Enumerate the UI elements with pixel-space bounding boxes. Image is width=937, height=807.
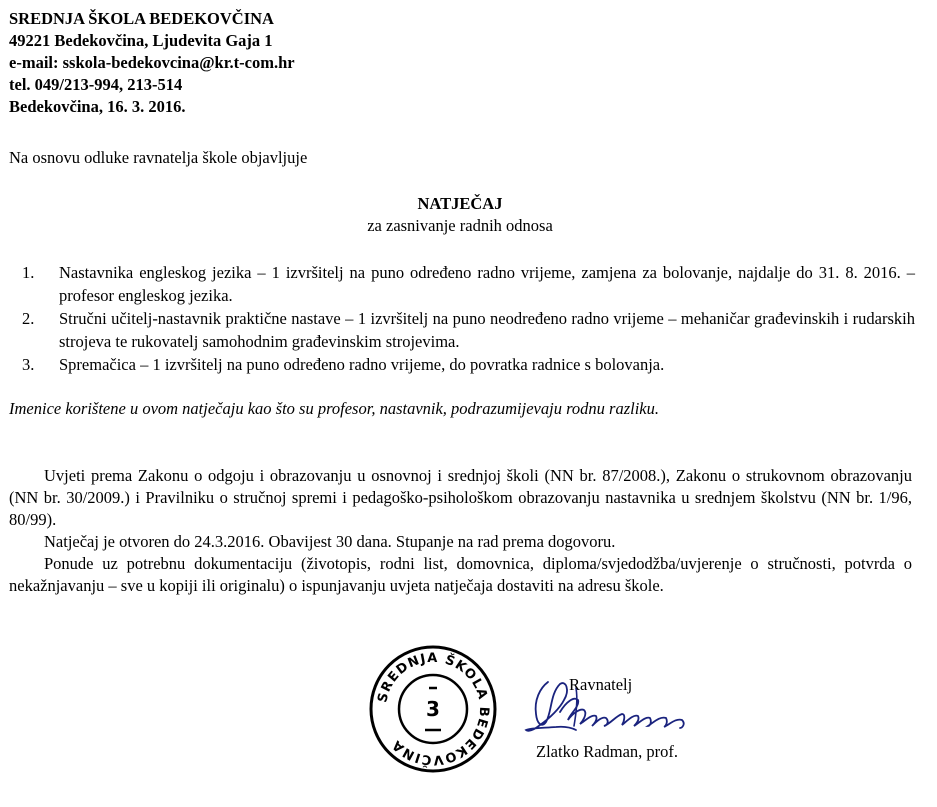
list-item	[22, 353, 915, 376]
school-email: e-mail: sskola-bedekovcina@kr.t-com.hr	[9, 53, 295, 72]
list-item-text: Nastavnika engleskog jezika – 1 izvršitelj na puno određeno radno vrijeme, zamjena za bolovanje, najdalje do 31. 8. 2016. – profesor engleskog jezika.	[59, 263, 915, 305]
place-date: Bedekovčina, 16. 3. 2016.	[9, 97, 186, 116]
stamp-ring-text: SREDNJA ŠKOLA BEDEKOVČINA	[375, 650, 492, 768]
school-name: SREDNJA ŠKOLA BEDEKOVČINA	[9, 9, 274, 28]
signatory-role: Ravnatelj	[569, 675, 633, 694]
document-subtitle: za zasnivanje radnih odnosa	[367, 216, 553, 235]
list-item	[22, 261, 915, 307]
school-address: 49221 Bedekovčina, Ljudevita Gaja 1	[9, 31, 273, 50]
list-item	[22, 307, 915, 353]
list-item-number: 2.	[22, 309, 35, 328]
intro-text: Na osnovu odluke ravnatelja škole objavljuje	[9, 148, 308, 167]
submission-paragraph: Ponude uz potrebnu dokumentaciju (životopis, rodni list, domovnica, diploma/svjedodžba/uvjerenje o stručnosti, potvrda o nekažnjavanju – sve u kopiji ili originalu) o ispunjavanju uvjeta natječaja dostaviti na adresu škole.	[9, 554, 912, 595]
deadline-paragraph: Natječaj je otvoren do 24.3.2016. Obavijest 30 dana. Stupanje na rad prema dogovoru.	[44, 532, 616, 551]
document-title-block	[0, 193, 920, 237]
positions-list	[22, 261, 915, 376]
gender-note: Imenice korištene u ovom natječaju kao što su profesor, nastavnik, podrazumijevaju rodnu razliku.	[9, 399, 659, 418]
list-item-number: 3.	[22, 355, 35, 374]
school-stamp	[368, 644, 498, 774]
conditions-block	[9, 465, 912, 597]
letterhead	[9, 8, 295, 118]
list-item-number: 1.	[22, 263, 35, 282]
signatory-name: Zlatko Radman, prof.	[536, 742, 679, 761]
school-phone: tel. 049/213-994, 213-514	[9, 75, 183, 94]
conditions-paragraph: Uvjeti prema Zakonu o odgoju i obrazovanju u osnovnoj i srednjoj školi (NN br. 87/2008.), Zakonu o strukovnom obrazovanju (NN br. 30/2009.) i Pravilniku o stručnoj spremi i pedagoško-psihološkom obrazovanju nastavnika u srednjem školstvu (NN br. 1/96, 80/99).	[9, 466, 912, 529]
list-item-text: Spremačica – 1 izvršitelj na puno određeno radno vrijeme, do povratka radnice s bolovanja.	[59, 355, 665, 374]
stamp-number: 3	[426, 697, 440, 721]
list-item-text: Stručni učitelj-nastavnik praktične nastave – 1 izvršitelj na puno neodređeno radno vrijeme – mehaničar građevinskih i rudarskih strojeva te rukovatelj samohodnim građevinskim strojevima.	[59, 309, 915, 351]
document-title: NATJEČAJ	[417, 194, 503, 213]
